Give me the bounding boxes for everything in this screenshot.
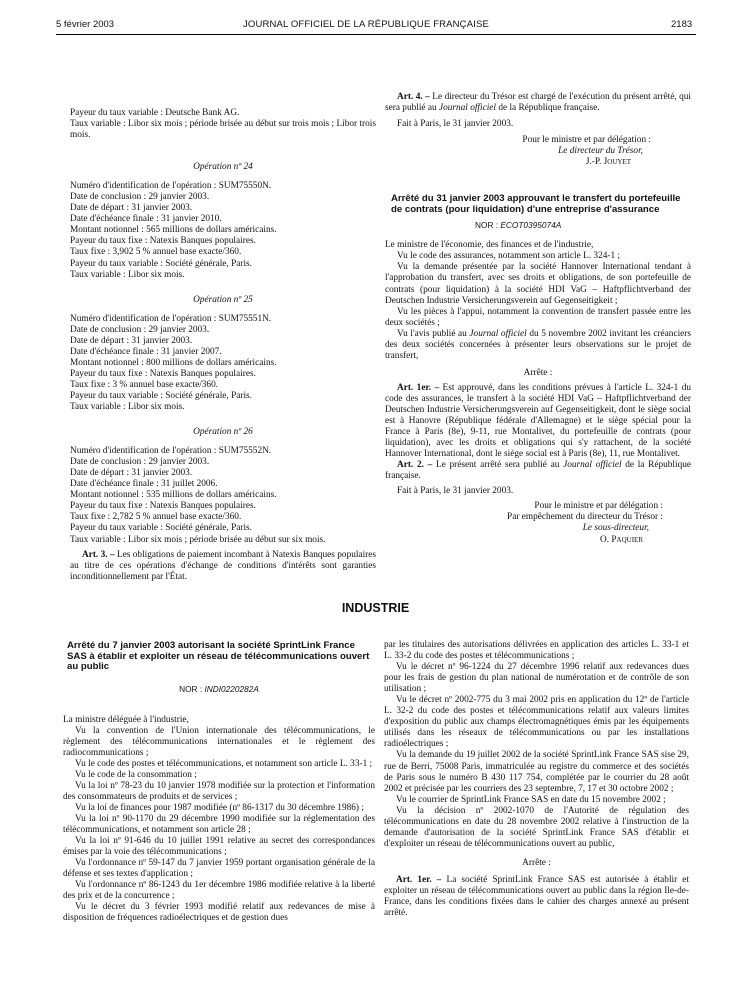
list-item: Date d'échéance finale : 31 janvier 2007. <box>70 346 222 357</box>
paragraph: Payeur du taux variable : Deutsche Bank AG. <box>70 108 240 118</box>
list-item: Taux variable : Libor six mois. <box>70 269 185 280</box>
paragraph: La ministre déléguée à l'industrie, <box>63 714 189 725</box>
left-bottom-column <box>63 641 375 924</box>
paragraph: Vu le décret nº 2002-775 du 3 mai 2002 pris en application du 12º de l'article L. 32-2 du code des postes et télécommunications relatif aux valeurs limites d'exposition du public aux champs électromagnétiques émis par les équipements utilisés dans les réseaux de télécommunications ou par les installations radioélectriques ; <box>384 695 689 750</box>
list-item: Payeur du taux variable : Société générale, Paris. <box>70 390 252 401</box>
left-top-column <box>70 108 376 583</box>
paragraph: Vu les pièces à l'appui, notamment la convention de transfert passée entre les deux sociétés ; <box>385 306 691 328</box>
paragraph: Vu l'ordonnance nº 59-147 du 7 janvier 1959 portant organisation générale de la défense et ses textes d'application ; <box>63 858 375 880</box>
list-item: Date de départ : 31 janvier 2003. <box>70 335 193 346</box>
nor-code: ECOT0395074A <box>500 220 562 231</box>
paragraph: par les titulaires des autorisations délivrées en application des articles L. 33-1 et L. 33-2 du code des postes et télécommunications ; <box>384 640 689 662</box>
article-text: La société SprintLink France SAS est autorisée à établir et exploiter un réseau de télécommunications ouvert au public dans la région Ile-de-France, dans les conditions fixées dans le cahier des charges annexé au présent arrêté. <box>384 874 689 919</box>
article-label: Art. 1er. – <box>397 382 440 393</box>
paragraph: Vu la loi nº 78-23 du 10 janvier 1978 modifiée sur la protection et l'information des consommateurs de produits et de services ; <box>63 780 375 802</box>
signature-block <box>385 501 691 545</box>
article-3 <box>70 550 376 583</box>
signature-line: Pour le ministre et par délégation : <box>534 501 663 512</box>
paragraph: Vu la loi nº 91-646 du 10 juillet 1991 relative au secret des correspondances émises par la voie des télécommunications ; <box>63 836 375 858</box>
list-item: Payeur du taux fixe : Natexis Banques populaires. <box>70 501 256 512</box>
list-item: Taux variable : Libor six mois ; période brisée au début sur six mois. <box>70 534 326 545</box>
operation-26-list <box>70 446 376 545</box>
list-item: Date de conclusion : 29 janvier 2003. <box>70 192 210 203</box>
article-label: Art. 2. – <box>397 460 433 471</box>
arrete-label: Arrête : <box>522 857 551 868</box>
signature-name: O. Paquier <box>600 534 643 545</box>
article-label: Art. 1er. – <box>396 874 442 885</box>
article-1 <box>384 875 689 919</box>
list-item: Taux fixe : 2,782 5 % annuel base exacte/360. <box>70 512 242 523</box>
article-text: Le directeur du Trésor est chargé de l'exécution du présent arrêté, qui sera publié au <box>385 92 691 114</box>
operation-25-list <box>70 314 376 413</box>
journal-name: Journal officiel <box>563 460 622 471</box>
paragraph: Vu la demande présentée par la société Hannover International tendant à l'approbation du transfert, avec ses droits et obligations, de son portefeuille de contrats (pour liquidation) à la société HDI VaG – Haftpflichtverband der Deutschen Industrie Versicherungsverein auf Gegenseitigkeit ; <box>385 262 691 306</box>
paragraph: Vu la demande du 19 juillet 2002 de la société SprintLink France SAS sise 29, rue de Berri, 75008 Paris, immatriculée au registre du commerce et des sociétés de Paris sous le numéro B 430 117 754, complétée par le courrier du 28 août 2002 et précisée par les courriers des 23 septembre, 7, 17 et 30 octobre 2002 ; <box>384 750 689 794</box>
paragraph-text: Vu l'avis publié au <box>397 328 470 339</box>
article-text: de la République française. <box>385 460 692 482</box>
list-item: Montant notionnel : 800 millions de dollars américains. <box>70 357 277 368</box>
list-item: Date d'échéance finale : 31 juillet 2006. <box>70 479 218 490</box>
signature-name: J.-P. Jouyet <box>585 157 631 168</box>
journal-name: Journal officiel <box>438 103 497 114</box>
paragraph: Le ministre de l'économie, des finances et de l'industrie, <box>385 240 594 251</box>
list-item: Date de conclusion : 29 janvier 2003. <box>70 324 210 335</box>
paragraph-text: du 5 novembre 2002 invitant les créanciers des deux sociétés concernées à présenter leurs observations sur le projet de transfert, <box>385 328 691 361</box>
signature-title: Le sous-directeur, <box>582 523 649 534</box>
article-label: Art. 3. – <box>82 549 115 560</box>
article-text: Est approuvé, dans les conditions prévues à l'article L. 324-1 du code des assurances, le transfert à la société HDI VaG – Haftpflichtverband der Deutschen Industrie Versicherungsverein auf Gegenseitigkeit, dont le siège social est à Hanovre (République fédérale d'Allemagne) et le siège spécial pour la France à Paris (8e), 9-11, rue Montalivet, du portefeuille de contrats (pour liquidation), avec les droits et obligations qui s'y rattachent, de la société Hannover International, dont le siège social est à Paris (8e), 11, rue Montalivet. <box>385 382 691 460</box>
header-date: 5 février 2003 <box>56 19 115 30</box>
nor-label: NOR : <box>179 683 205 694</box>
signature-line: Pour le ministre et par délégation : <box>522 135 651 146</box>
operation-heading: Opération nº 24 <box>193 162 253 173</box>
section-heading: INDUSTRIE <box>341 601 410 615</box>
nor-reference <box>63 684 375 695</box>
article-text: Les obligations de paiement incombant à Natexis Banques populaires au titre de ces opérations d'échange de conditions d'intérêts sont garanties inconditionnellement par l'État. <box>70 549 377 582</box>
list-item: Montant notionnel : 535 millions de dollars américains. <box>70 490 277 501</box>
nor-reference <box>435 220 691 231</box>
paragraph: Vu le décret du 3 février 1993 modifié relatif aux redevances de mise à disposition de fréquences radioélectriques et de gestion dues <box>63 902 375 924</box>
operation-24-list <box>70 181 376 280</box>
list-item: Date de départ : 31 janvier 2003. <box>70 468 193 479</box>
paragraph: Vu la loi de finances pour 1987 modifiée (nº 86-1317 du 30 décembre 1986) ; <box>75 802 364 813</box>
signature-line: Par empêchement du directeur du Trésor : <box>507 512 663 523</box>
list-item: Montant notionnel : 565 millions de dollars américains. <box>70 225 277 236</box>
list-item: Payeur du taux fixe : Natexis Banques populaires. <box>70 236 256 247</box>
operation-heading: Opération nº 25 <box>193 294 253 305</box>
paragraph: Vu le code de la consommation ; <box>75 769 197 780</box>
article-4 <box>385 92 691 114</box>
page-header <box>0 19 751 33</box>
signature-block <box>385 135 691 168</box>
operation-heading: Opération nº 26 <box>193 427 253 438</box>
paragraph: Vu l'ordonnance nº 86-1243 du 1er décembre 1986 modifiée relative à la liberté des prix et de la concurrence ; <box>63 880 375 902</box>
date-line: Fait à Paris, le 31 janvier 2003. <box>397 119 514 130</box>
list-item: Taux fixe : 3,902 5 % annuel base exacte/360. <box>70 247 242 258</box>
list-item: Numéro d'identification de l'opération : SUM75551N. <box>70 313 272 324</box>
nor-label: NOR : <box>475 220 501 231</box>
article-1 <box>385 383 691 460</box>
signature-title: Le directeur du Trésor, <box>558 146 643 157</box>
header-journal: JOURNAL OFFICIEL DE LA RÉPUBLIQUE FRANÇAISE <box>243 19 489 30</box>
list-item: Payeur du taux variable : Société générale, Paris. <box>70 523 252 534</box>
paragraph <box>385 329 691 362</box>
arrete-label: Arrête : <box>523 367 553 378</box>
list-item: Numéro d'identification de l'opération : SUM75552N. <box>70 446 272 457</box>
list-item: Payeur du taux variable : Société générale, Paris. <box>70 258 252 269</box>
list-item: Numéro d'identification de l'opération : SUM75550N. <box>70 181 272 192</box>
paragraph: Taux variable : Libor six mois ; période brisée au début sur trois mois ; Libor trois mois. <box>70 119 376 141</box>
right-top-column <box>385 92 691 546</box>
paragraph: Vu le décret nº 96-1224 du 27 décembre 1996 relatif aux redevances dues pour les frais de gestion du plan national de numérotation et de contrôle de son utilisation ; <box>384 662 689 695</box>
article-text: de la République française. <box>496 103 600 114</box>
paragraph: Vu le code des assurances, notamment son article L. 324-1 ; <box>397 251 621 262</box>
paragraph: Vu la loi nº 90-1170 du 29 décembre 1990 modifiée sur la réglementation des télécommunications, et notamment son article 28 ; <box>63 813 375 836</box>
paragraph: Vu la convention de l'Union internationale des télécommunications, le règlement des télécommunications internationales et le règlement des radiocommunications ; <box>63 725 375 758</box>
list-item: Date de départ : 31 janvier 2003. <box>70 203 193 214</box>
list-item: Date de conclusion : 29 janvier 2003. <box>70 457 210 468</box>
nor-code: INDI0220282A <box>204 683 259 694</box>
article-2 <box>385 460 691 482</box>
paragraph: Vu la décision nº 2002-1070 de l'Autorité de régulation des télécommunications en date du 28 novembre 2002 relative à l'instruction de la demande d'autorisation de la société SprintLink France SAS d'établir et d'exploiter un réseau de télécommunications ouvert au public, <box>384 805 689 849</box>
journal-name: Journal officiel <box>469 328 527 339</box>
list-item: Taux variable : Libor six mois. <box>70 402 185 413</box>
paragraph: Vu le code des postes et télécommunications, et notamment son article L. 33-1 ; <box>75 758 373 769</box>
list-item: Date d'échéance finale : 31 janvier 2010. <box>70 214 222 225</box>
date-line: Fait à Paris, le 31 janvier 2003. <box>397 486 514 497</box>
list-item: Payeur du taux fixe : Natexis Banques populaires. <box>70 368 256 379</box>
decree-title: Arrêté du 31 janvier 2003 approuvant le transfert du portefeuille de contrats (pour liquidation) d'une entreprise d'assurance <box>391 193 681 215</box>
list-item: Taux fixe : 3 % annuel base exacte/360. <box>70 379 219 390</box>
header-page-number: 2183 <box>671 19 693 30</box>
article-label: Art. 4. – <box>397 92 430 102</box>
decree-title: Arrêté du 7 janvier 2003 autorisant la société SprintLink France SAS à établir et exploiter un réseau de télécommunications ouvert au public <box>67 640 370 672</box>
right-bottom-column <box>384 640 689 919</box>
article-text: Le présent arrêté sera publié au <box>432 460 564 471</box>
header-rule <box>56 34 696 35</box>
paragraph: Vu le courrier de SprintLink France SAS en date du 15 novembre 2002 ; <box>396 794 666 805</box>
